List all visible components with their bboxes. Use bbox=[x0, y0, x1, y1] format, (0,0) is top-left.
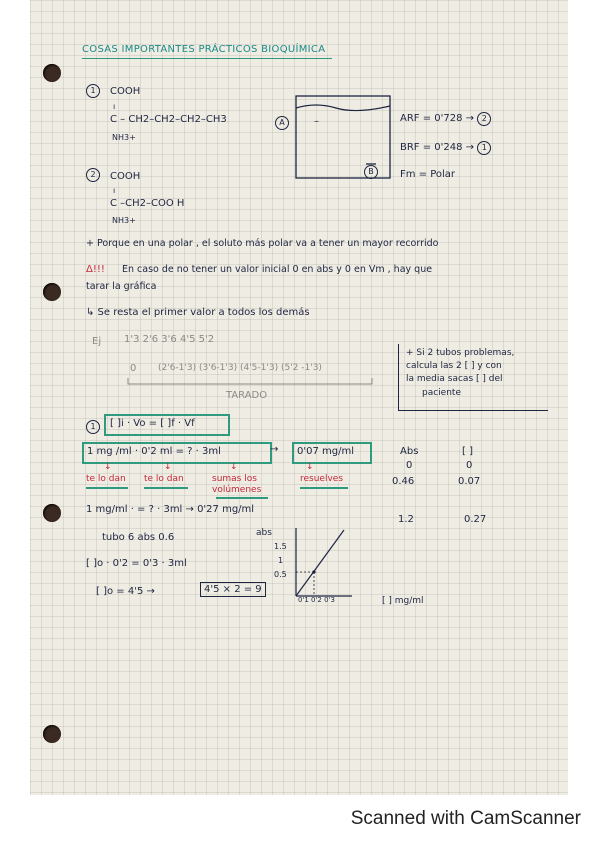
underline-1 bbox=[86, 487, 128, 489]
note-line-2: calcula las 2 [ ] y con bbox=[406, 361, 502, 371]
table-cell: 1.2 bbox=[398, 514, 414, 525]
graph-xticks: 0'1 0'2 0'3 bbox=[298, 596, 335, 604]
binder-hole bbox=[43, 283, 61, 301]
warning-line-1: En caso de no tener un valor inicial 0 en abs y 0 en Vm , hay que bbox=[122, 264, 433, 275]
arrow-4: ↓ bbox=[306, 462, 314, 472]
underline-4 bbox=[300, 487, 348, 489]
note-line-3: la media sacas [ ] del bbox=[406, 374, 503, 384]
molecule-2-number: 2 bbox=[86, 168, 100, 182]
warning-mark: Δ!!! bbox=[86, 264, 105, 275]
dilution-formula: [ ]i · Vo = [ ]f · Vf bbox=[110, 418, 195, 429]
mobile-phase: Fm = Polar bbox=[400, 169, 456, 180]
graph-ytick: 1.5 bbox=[274, 542, 287, 551]
binder-hole bbox=[43, 64, 61, 82]
table-header-abs: Abs bbox=[400, 446, 419, 457]
example-label: Ej bbox=[92, 336, 102, 347]
step-equation: 1 mg /ml · 0'2 ml = ? · 3ml bbox=[87, 446, 221, 457]
second-calculation: 1 mg/ml · = ? · 3ml → 0'27 mg/ml bbox=[86, 504, 255, 515]
molecule-1-bond: ı bbox=[113, 102, 116, 111]
tube-6-line: tubo 6 abs 0.6 bbox=[102, 532, 175, 543]
table-cell: 0 bbox=[406, 460, 413, 471]
molecule-2-bond: ı bbox=[113, 186, 116, 195]
label-te-lo-dan-2: te lo dan bbox=[144, 474, 184, 484]
graph-y-label: abs bbox=[256, 528, 272, 538]
example-values: 1'3 2'6 3'6 4'5 5'2 bbox=[124, 334, 215, 345]
step-answer: 0'07 mg/ml bbox=[297, 446, 354, 457]
arrow-2: ↓ bbox=[164, 462, 172, 472]
tlc-label-a: A bbox=[275, 116, 289, 130]
tarado-label: TARADO bbox=[226, 390, 268, 401]
molecule-2-nh3: NH3+ bbox=[112, 216, 136, 225]
initial-concentration-result: [ ]o = 4'5 → bbox=[96, 586, 155, 597]
title-underline bbox=[82, 58, 332, 59]
label-resuelves: resuelves bbox=[300, 474, 344, 484]
table-cell: 0 bbox=[466, 460, 473, 471]
molecule-2-cooh: COOH bbox=[110, 171, 141, 182]
graph-ytick: 0.5 bbox=[274, 570, 287, 579]
final-answer-box: 4'5 × 2 = 9 bbox=[200, 582, 266, 597]
tlc-label-b: B bbox=[364, 165, 378, 179]
warning-line-2: tarar la gráfica bbox=[86, 281, 157, 292]
note-underline bbox=[398, 410, 548, 411]
binder-hole bbox=[43, 725, 61, 743]
note-line-1: + Si 2 tubos problemas, bbox=[406, 348, 515, 358]
note-line-4: paciente bbox=[422, 388, 461, 398]
calibration-graph bbox=[292, 528, 352, 600]
graph-x-label: [ ] mg/ml bbox=[382, 596, 424, 606]
label-te-lo-dan-1: te lo dan bbox=[86, 474, 126, 484]
example-zero: 0 bbox=[130, 363, 137, 374]
scan-watermark: Scanned with CamScanner bbox=[350, 808, 581, 829]
table-cell: 0.27 bbox=[464, 514, 487, 525]
molecule-1-chain: C – CH2–CH2–CH2–CH3 bbox=[110, 114, 227, 125]
arf-value: ARF = 0'728 → 2 bbox=[400, 112, 491, 126]
brf-value: BRF = 0'248 → 1 bbox=[400, 141, 491, 155]
graph-ytick: 1 bbox=[278, 556, 284, 565]
page-title: COSAS IMPORTANTES PRÁCTICOS BIOQUÍMICA bbox=[82, 44, 326, 55]
molecule-1-number: 1 bbox=[86, 84, 100, 98]
notebook-page bbox=[30, 0, 568, 795]
example-operations: (2'6-1'3) (3'6-1'3) (4'5-1'3) (5'2 -1'3) bbox=[158, 363, 322, 373]
initial-concentration-line: [ ]o · 0'2 = 0'3 · 3ml bbox=[86, 558, 187, 569]
subtract-rule: ↳ Se resta el primer valor a todos los demás bbox=[86, 307, 310, 318]
step-arrow: → bbox=[270, 444, 279, 455]
label-sumas: sumas los volúmenes bbox=[212, 474, 262, 495]
underline-3 bbox=[216, 497, 268, 499]
tlc-spot-a: – bbox=[314, 116, 319, 127]
molecule-2-chain: C –CH2–COO H bbox=[110, 198, 185, 209]
note-divider bbox=[398, 344, 399, 410]
molecule-1-nh3: NH3+ bbox=[112, 133, 136, 142]
binder-hole bbox=[43, 504, 61, 522]
arrow-3: ↓ bbox=[230, 462, 238, 472]
arrow-1: ↓ bbox=[104, 462, 112, 472]
underline-2 bbox=[144, 487, 188, 489]
table-cell: 0.07 bbox=[458, 476, 481, 487]
formula-number: 1 bbox=[86, 420, 100, 434]
polar-explanation: + Porque en una polar , el soluto más polar va a tener un mayor recorrido bbox=[86, 238, 439, 249]
table-cell: 0.46 bbox=[392, 476, 415, 487]
table-header-conc: [ ] bbox=[462, 446, 473, 457]
molecule-1-cooh: COOH bbox=[110, 86, 141, 97]
